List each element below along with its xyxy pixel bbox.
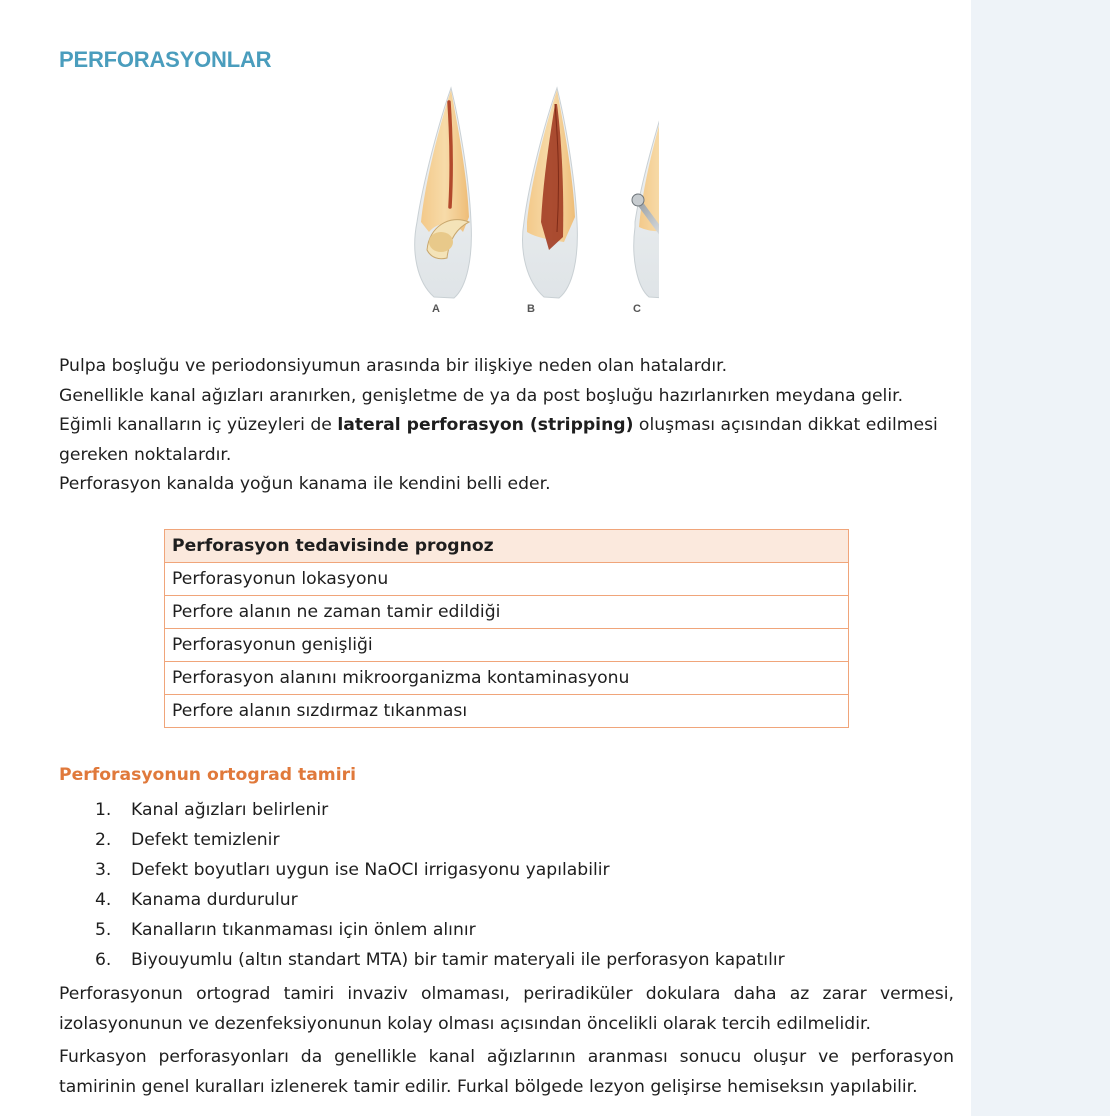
- table-header: Perforasyon tedavisinde prognoz: [165, 530, 849, 563]
- figure-label-b: B: [527, 303, 535, 315]
- text-span: oluşması açısından dikkat edilmesi gereken noktalardır.: [59, 415, 938, 465]
- table-cell: Perforasyonun lokasyonu: [165, 563, 849, 596]
- table-header-row: [165, 530, 849, 563]
- list-item: [59, 795, 785, 825]
- list-item: [59, 945, 785, 975]
- table-cell: Perfore alanın sızdırmaz tıkanması: [165, 695, 849, 728]
- tooth-a: [415, 88, 472, 298]
- closing-paragraphs: [59, 980, 954, 1106]
- tooth-perforation-figure: [359, 82, 659, 322]
- paragraph: Perforasyonun ortograd tamiri invaziv olmaması, periradiküler dokulara daha az zarar vermesi, izolasyonunun ve dezenfeksiyonunun kolay olması açısından öncelikli olarak tercih edilmelidir.: [59, 984, 954, 1034]
- bold-term: lateral perforasyon (stripping): [337, 415, 634, 436]
- section-heading: Perforasyonun ortograd tamiri: [59, 765, 356, 785]
- table-row: [165, 629, 849, 662]
- repair-steps-list: [59, 795, 785, 975]
- list-number: 3.: [95, 860, 112, 880]
- paragraph: Furkasyon perforasyonları da genellikle kanal ağızlarının aranması sonucu oluşur ve perforasyon tamirinin genel kuralları izlenerek tamir edilir. Furkal bölgede lezyon gelişirse hemiseksın yapılabilir.: [59, 1047, 954, 1097]
- paragraph: Genellikle kanal ağızları aranırken, genişletme de ya da post boşluğu hazırlanırken meydana gelir.: [59, 385, 904, 406]
- paragraph: [59, 411, 954, 470]
- table-row: [165, 563, 849, 596]
- paragraph: Perforasyon kanalda yoğun kanama ile kendini belli eder.: [59, 474, 551, 495]
- list-text: Kanalların tıkanmaması için önlem alınır: [131, 920, 476, 940]
- table-row: [165, 695, 849, 728]
- table-cell: Perfore alanın ne zaman tamir edildiği: [165, 596, 849, 629]
- figure-label-a: A: [432, 303, 440, 315]
- prognosis-table: [164, 529, 849, 728]
- list-number: 5.: [95, 920, 112, 940]
- paragraph: Pulpa boşluğu ve periodonsiyumun arasında bir ilişkiye neden olan hatalardır.: [59, 356, 728, 376]
- list-text: Defekt boyutları uygun ise NaOCI irrigasyonu yapılabilir: [131, 860, 610, 880]
- list-text: Kanal ağızları belirlenir: [131, 800, 329, 820]
- figure-label-c: C: [633, 303, 641, 315]
- tooth-c: [632, 88, 659, 298]
- list-text: Defekt temizlenir: [131, 830, 280, 850]
- list-number: 6.: [95, 950, 112, 970]
- table-row: [165, 662, 849, 695]
- tooth-b: [523, 88, 578, 298]
- list-number: 1.: [95, 800, 112, 820]
- table-cell: Perforasyon alanını mikroorganizma kontaminasyonu: [165, 662, 849, 695]
- list-item: [59, 915, 785, 945]
- list-item: [59, 825, 785, 855]
- list-number: 4.: [95, 890, 112, 910]
- table-cell: Perforasyonun genişliği: [165, 629, 849, 662]
- page-title: PERFORASYONLAR: [59, 47, 272, 72]
- list-text: Biyouyumlu (altın standart MTA) bir tamir materyali ile perforasyon kapatılır: [131, 950, 785, 970]
- tooth-illustration: [359, 82, 659, 322]
- list-number: 2.: [95, 830, 112, 850]
- list-item: [59, 885, 785, 915]
- intro-paragraphs: [59, 352, 954, 500]
- text-span: Eğimli kanalların iç yüzeyleri de: [59, 415, 338, 436]
- right-margin-panel: [971, 0, 1110, 1116]
- list-item: [59, 855, 785, 885]
- list-text: Kanama durdurulur: [131, 890, 298, 910]
- table-row: [165, 596, 849, 629]
